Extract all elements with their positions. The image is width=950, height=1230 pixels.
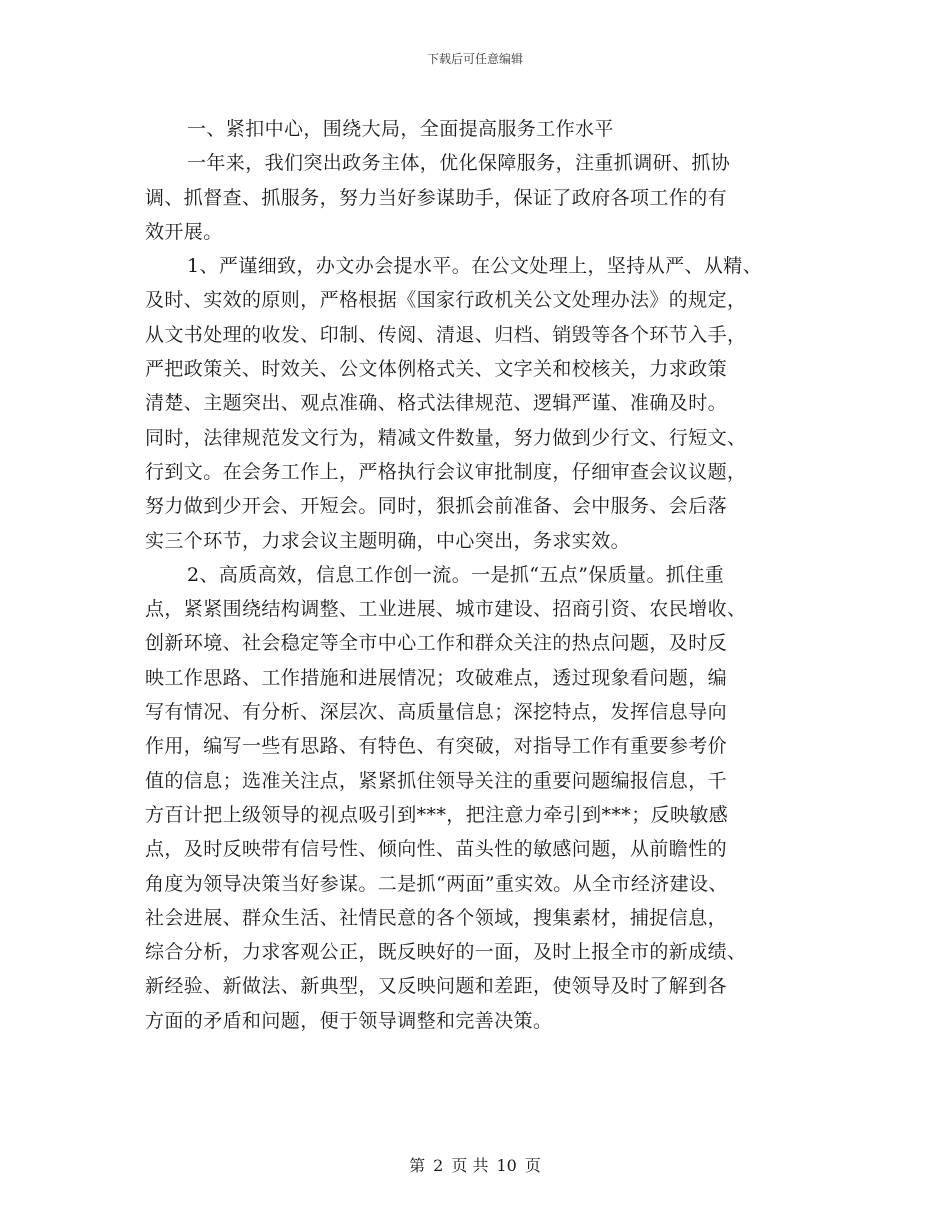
total-pages: 10 <box>496 1156 517 1175</box>
paragraph-line: 社会进展、群众生活、社情民意的各个领域，搜集素材，捕捉信息， <box>145 906 728 929</box>
page-label-suffix: 页 <box>524 1156 541 1175</box>
paragraph-line: 从文书处理的收发、印制、传阅、清退、归档、销毁等各个环节入手， <box>145 323 747 346</box>
page-label-mid: 页 共 <box>451 1156 489 1175</box>
paragraph-line: 值的信息；选准关注点，紧紧抓住领导关注的重要问题编报信息，千 <box>145 769 728 792</box>
paragraph-line: 同时，法律规范发文行为，精减文件数量，努力做到少行文、行短文、 <box>145 426 747 449</box>
paragraph-line: 清楚、主题突出、观点准确、格式法律规范、逻辑严谨、准确及时。 <box>145 392 728 415</box>
paragraph-line: 行到文。在会务工作上，严格执行会议审批制度，仔细审查会议议题， <box>145 460 747 483</box>
page-label-prefix: 第 <box>409 1156 426 1175</box>
paragraph-line: 映工作思路、工作措施和进展情况；攻破难点，透过现象看问题，编 <box>145 666 728 689</box>
section-heading: 一、紧扣中心，围绕大局，全面提高服务工作水平 <box>187 118 614 140</box>
paragraph-line: 作用，编写一些有思路、有特色、有突破，对指导工作有重要参考价 <box>145 735 728 758</box>
paragraph-line: 调、抓督查、抓服务，努力当好参谋助手，保证了政府各项工作的有 <box>145 186 728 209</box>
paragraph-line: 及时、实效的原则，严格根据《国家行政机关公文处理办法》的规定， <box>145 289 747 312</box>
paragraph-line: 角度为领导决策当好参谋。二是抓“两面”重实效。从全市经济建设、 <box>145 872 728 895</box>
paragraph-line: 1、严谨细致，办文办会提水平。在公文处理上，坚持从严、从精、 <box>187 255 763 278</box>
paragraph-line: 创新环境、社会稳定等全市中心工作和群众关注的热点问题，及时反 <box>145 632 728 655</box>
document-body <box>145 112 817 1038</box>
paragraph-line: 严把政策关、时效关、公文体例格式关、文字关和校核关，力求政策 <box>145 358 728 381</box>
paragraph-line: 一年来，我们突出政务主体，优化保障服务，注重抓调研、抓协 <box>187 152 731 175</box>
paragraph-line: 方面的矛盾和问题，便于领导调整和完善决策。 <box>145 1009 553 1032</box>
paragraph-line: 2、高质高效，信息工作创一流。一是抓“五点”保质量。抓住重 <box>187 563 725 586</box>
paragraph-line: 点，及时反映带有信号性、倾向性、苗头性的敏感问题，从前瞻性的 <box>145 838 728 861</box>
paragraph-line: 方百计把上级领导的视点吸引到***，把注意力牵引到***；反映敏感 <box>145 803 729 826</box>
paragraph-line: 效开展。 <box>145 220 223 243</box>
paragraph-line: 点，紧紧围绕结构调整、工业进展、城市建设、招商引资、农民增收、 <box>145 598 747 621</box>
header-note: 下载后可任意编辑 <box>426 52 523 66</box>
paragraph-line: 综合分析，力求客观公正，既反映好的一面，及时上报全市的新成绩、 <box>145 941 747 964</box>
paragraph-line: 实三个环节，力求会议主题明确，中心突出，务求实效。 <box>145 529 631 552</box>
paragraph-line: 写有情况、有分析、深层次、高质量信息；深挖特点，发挥信息导向 <box>145 701 728 724</box>
page-footer <box>0 1153 950 1176</box>
page-number: 2 <box>433 1156 444 1175</box>
paragraph-line: 新经验、新做法、新典型，又反映问题和差距，使领导及时了解到各 <box>145 975 728 998</box>
paragraph-line: 努力做到少开会、开短会。同时，狠抓会前准备、会中服务、会后落 <box>145 495 728 518</box>
